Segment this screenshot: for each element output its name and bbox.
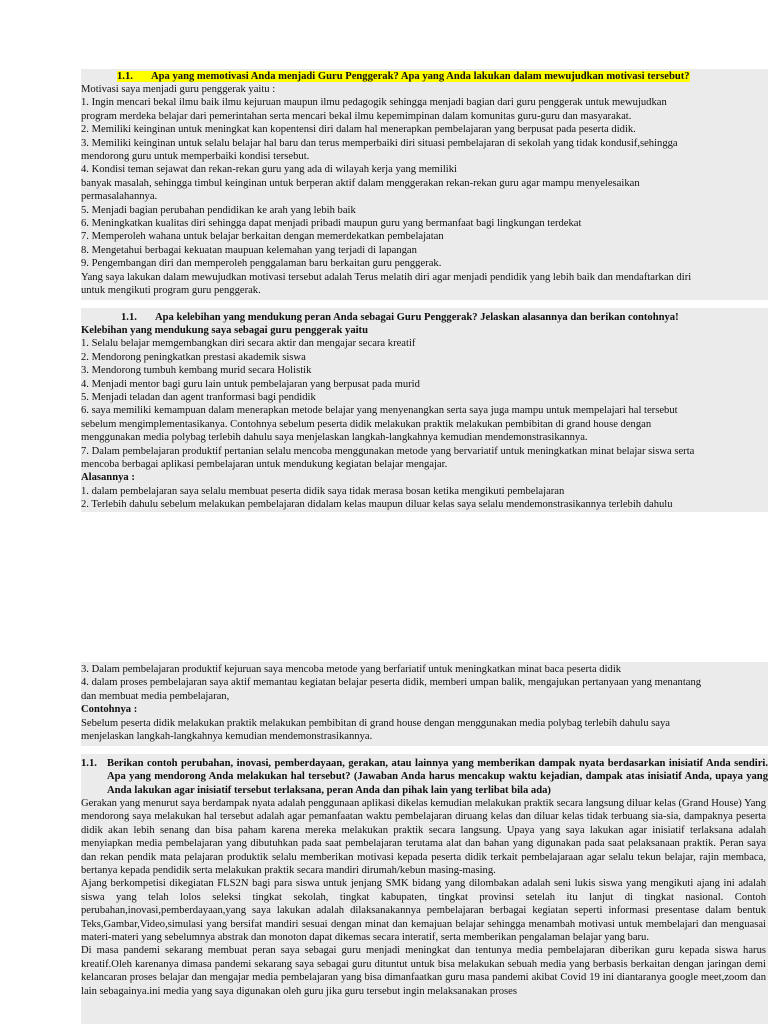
answer-2-line: mencoba berbagai aplikasi pembelajaran untuk mendukung kegiatan belajar mengajar. bbox=[81, 459, 448, 471]
question-2-number: 1.1. bbox=[121, 312, 137, 323]
question-3-heading bbox=[81, 757, 768, 797]
answer-1-line: permasalahannya. bbox=[81, 191, 158, 203]
alasan-line: 4. dalam proses pembelajaran saya aktif memantau kegiatan belajar peserta didik, memberi umpan balik, mengajukan pertanyaan yang menantang bbox=[81, 677, 702, 689]
question-2-text: Apa kelebihan yang mendukung peran Anda sebagai Guru Penggerak? Jelaskan alasannya dan berikan contohnya! bbox=[155, 312, 679, 323]
answer-1-line: 3. Memiliki keinginan untuk selalu belajar hal baru dan terus memperbaiki diri situasi pembelajaran di sekolah yang tidak kondusif,sehingga bbox=[81, 137, 678, 149]
contoh-line: menjelaskan langkah-langkahnya kemudian mendemonstrasikannya. bbox=[81, 731, 373, 743]
answer-3-paragraph: Di masa pandemi sekarang membuat peran saya sebagai guru menjadi meningkat dan tentunya media pembelajaran diberikan guru kepada siswa harus kreatif.Oleh karenanya dimasa pandemi sekarang saya sebagai guru dituntut untuk bisa melakukan sebuah media yang berbasis berkaitan dengan jaringan demi kelancaran proses belajar dan mengajar media pembelajaran yang bisa dimanfaatkan guru masa pandemi akibat Covid 19 ini diantaranya google meet,zoom dan lain sebagainya.ini media yang saya digunakan oleh guru jika guru tersebut ingin melaksanakan proses bbox=[81, 945, 766, 997]
answer-3-paragraph: Gerakan yang menurut saya berdampak nyata adalah penggunaan aplikasi dikelas kemudian melakukan praktik secara langsung diluar kelas (Grand House) Yang mendorong saya melakukan hal tersebut adalah agar pemanfaatan waktu pembelajaran diruang kelas dan diluar kelas tidak terbuang sia-sia, dampaknya peserta didik akan lebih senang dan bisa paham karena mereka melakukan praktik secara langsung. Upaya yang saya lakukan agar inisiatif terlaksana adalah menyiapkan media pembelajaran yang dibutuhkan pada saat pembelajaran terutama alat dan bahan yang digunakan pada saat pelaksanaan praktik. Peran saya dan rekan pendik mata pelajaran produktik selalu memberikan motivasi kepada peserta didik terkait pembelajaraan agar selalu tekun belajar, rajin membaca, bertanya kepada pendidik serta melakukan praktik secara mandiri dirumah/kebun masing-masing. bbox=[81, 798, 766, 877]
answer-1 bbox=[81, 83, 762, 298]
answer-1-line: 6. Meningkatkan kualitas diri sehingga dapat menjadi pribadi maupun guru yang bermanfaat bagi lingkungan terdekat bbox=[81, 218, 582, 230]
answer-2-line: 1. Selalu belajar memgembangkan diri secara aktir dan mengajar secara kreatif bbox=[81, 338, 416, 350]
answer-2-line: 7. Dalam pembelajaran produktif pertanian selalu mencoba menggunakan metode yang bervariatif untuk meningkatkan minat belajar siswa serta bbox=[81, 445, 695, 457]
question-1-heading bbox=[117, 70, 748, 84]
answer-1-line: 1. Ingin mencari bekal ilmu baik ilmu kejuruan maupun ilmu pedagogik sehingga menjadi bagian dari guru penggerak untuk mewujudkan bbox=[81, 97, 667, 109]
alasan-heading: Alasannya : bbox=[81, 472, 135, 484]
answer-2-line: 3. Mendorong tumbuh kembang murid secara Holistik bbox=[81, 365, 312, 377]
answer-1-line: mendorong guru untuk memperbaiki kondisi tersebut. bbox=[81, 151, 310, 163]
answer-1-line: 7. Memperoleh wahana untuk belajar berkaitan dengan memerdekatkan pembelajatan bbox=[81, 231, 444, 243]
contoh-line: Sebelum peserta didik melakukan praktik melakukan pembibitan di grand house dengan menggunakan media polybag terlebih dahulu saya bbox=[81, 717, 670, 729]
answer-3 bbox=[81, 797, 766, 998]
answer-1-line: 5. Menjadi bagian perubahan pendidikan ke arah yang lebih baik bbox=[81, 204, 356, 216]
question-3-text: Berikan contoh perubahan, inovasi, pemberdayaan, gerakan, atau lainnya yang memberikan dampak nyata berdasarkan inisiatif Anda sendiri. Apa yang mendorong Anda melakukan hal tersebut? (Jawaban Anda harus mencakup waktu kejadian, dampak atas inisiatif Anda, upaya yang Anda lakukan agar inisiatif tersebut terlaksana, peran Anda dan pihak lain yang terlibat bila ada) bbox=[107, 758, 768, 796]
answer-2-continued bbox=[81, 663, 762, 743]
alasan-line: 1. dalam pembelajaran saya selalu membuat peserta didik saya tidak merasa bosan ketika mengikuti pembelajaran bbox=[81, 485, 565, 497]
answer-1-line: 2. Memiliki keinginan untuk meningkat kan kopentensi diri dalam hal menerapkan pembelajaran yang berpusat pada peserta didik. bbox=[81, 124, 636, 136]
answer-2 bbox=[81, 324, 762, 512]
answer-2-line: 2. Mendorong peningkatkan prestasi akademik siswa bbox=[81, 351, 306, 363]
answer-1-line: Yang saya lakukan dalam mewujudkan motivasi tersebut adalah Terus melatih diri agar menjadi pendidik yang lebih baik dan mendaftarkan diri bbox=[81, 271, 692, 283]
answer-1-line: untuk mengikuti program guru penggerak. bbox=[81, 285, 261, 297]
answer-1-line: banyak masalah, sehingga timbul keinginan untuk berperan aktif dalam menggerakan rekan-rekan guru agar mampu menyelesaikan bbox=[81, 177, 640, 189]
answer-1-line: Motivasi saya menjadi guru penggerak yaitu : bbox=[81, 84, 276, 95]
question-3-number: 1.1. bbox=[81, 758, 97, 769]
answer-2-line: 6. saya memiliki kemampuan dalam menerapkan metode belajar yang menyenangkan serta saya juga mampu untuk mempelajari hal tersebut bbox=[81, 405, 678, 417]
answer-1-line: 4. Kondisi teman sejawat dan rekan-rekan guru yang ada di wilayah kerja yang memiliki bbox=[81, 164, 457, 176]
answer-2-line: menggunakan media polybag terlebih dahulu saya menjelaskan langkah-langkahnya kemudian mendemonstrasikannya. bbox=[81, 432, 588, 444]
question-2-heading bbox=[121, 311, 748, 324]
question-1-number: 1.1. bbox=[117, 71, 133, 82]
answer-2-subheading: Kelebihan yang mendukung saya sebagai guru penggerak yaitu bbox=[81, 325, 368, 336]
alasan-line: 3. Dalam pembelajaran produktif kejuruan saya mencoba metode yang berfariatif untuk meningkatkan minat baca peserta didik bbox=[81, 664, 622, 675]
answer-2-line: sebelum mengimplementasikanya. Contohnya sebelum peserta didik melakukan praktik melakukan pembibitan di grand house dengan bbox=[81, 418, 652, 430]
answer-3-paragraph: Ajang berkompetisi dikegiatan FLS2N bagi para siswa untuk jenjang SMK bidang yang dilombakan adalah seni lukis siswa yang mengikuti ajang ini adalah siswa yang telah lolos seleksi tingkat sekolah, tingkat kabupaten, tingkat provinsi setelah itu lanjut di tingkat nasional. Contoh perubahan,inovasi,pemberdayaan,yang saya lakukan adalah dilaksanakannya pembelajaran berbagai kegiatan seperti informasi presentase dalam bentuk Teks,Gambar,Video,simulasi yang bersifat mandiri sesuai dengan minat dan kemajuan belajar sehingga menambah motivasi untuk membelajari dan menguasai materi-materi yang sebelumnya abstrak dan monoton dapat dikemas secara interatif, serta memberikan pengalaman belajar yang baru. bbox=[81, 878, 766, 944]
question-1-text: Apa yang memotivasi Anda menjadi Guru Penggerak? Apa yang Anda lakukan dalam mewujudkan motivasi tersebut? bbox=[151, 71, 690, 82]
answer-1-line: 8. Mengetahui berbagai kekuatan maupuan kelemahan yang terjadi di lapangan bbox=[81, 244, 417, 256]
alasan-line: 2. Terlebih dahulu sebelum melakukan pembelajaran didalam kelas maupun diluar kelas saya selalu mendemonstrasikannya terlebih dahulu bbox=[81, 499, 673, 511]
answer-2-line: 5. Menjadi teladan dan agent tranformasi bagi pendidik bbox=[81, 392, 316, 404]
contoh-heading: Contohnya : bbox=[81, 704, 138, 716]
answer-2-line: 4. Menjadi mentor bagi guru lain untuk pembelajaran yang berpusat pada murid bbox=[81, 378, 420, 390]
answer-1-line: program merdeka belajar dari pemerintahan serta mencari bekal ilmu kepemimpinan dalam komunitas guru-guru dan masyarakat. bbox=[81, 110, 632, 122]
answer-1-line: 9. Pengembangan diri dan memperoleh penggalaman baru berkaitan guru penggerak. bbox=[81, 258, 442, 270]
alasan-line: dan membuat media pembelajaran, bbox=[81, 690, 230, 702]
